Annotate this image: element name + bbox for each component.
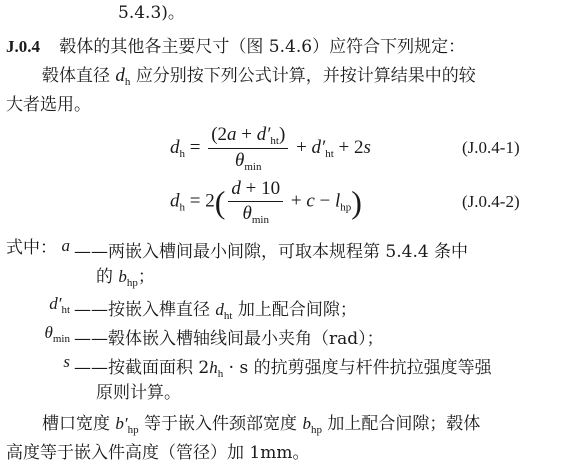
def-s-text: ——按截面面积 $2h_h \cdot s$ 的抗剪强度与杆件抗拉强度等强 [74, 358, 492, 380]
def-key-s: s [63, 352, 70, 371]
def-key-theta-min: $\theta_{min}$ [44, 323, 70, 345]
section-heading: 毂体的其他各主要尺寸（图 5.4.6）应符合下列规定： [59, 37, 466, 57]
where-label: 式中： [6, 238, 57, 258]
closing-line-2: 高度等于嵌入件高度（管径）加 1mm。 [6, 443, 310, 463]
def-a-text: ——两嵌入槽间最小间隙，可取本规程第 5.4.4 条中 [74, 242, 469, 262]
closing-line-1: 槽口宽度 $b'_{hp}$ 等于嵌入件颈部宽度 $b_{hp}$ 加上配合间隙；毂体 [42, 414, 481, 436]
def-d-ht-text: ——按嵌入榫直径 $d_{ht}$ 加上配合间隙； [74, 300, 357, 322]
def-key-d-ht: $d'_{ht}$ [49, 294, 70, 316]
section-heading-line [6, 36, 465, 58]
def-key-a: a [61, 236, 70, 255]
equation-2: $d_h = 2$( $\frac{d + 10}{\theta_{min}}$ + $c - l_{hp}$) [170, 178, 362, 226]
def-theta-text: ——毂体嵌入槽轴线间最小夹角（rad）； [74, 329, 384, 349]
equation-1: $d_h$ = $\frac{(2a + d'_{ht})}{\theta_{min}}$ + $d'_{ht} + 2s$ [170, 124, 371, 173]
equation-2-fraction: $\frac{d + 10}{\theta_{min}}$ [228, 178, 283, 226]
def-s-cont: 原则计算。 [96, 383, 181, 403]
intro-line-1: 毂体直径 $d_h$ 应分别按下列公式计算，并按计算结果中的较 [42, 65, 476, 88]
equation-1-fraction: $\frac{(2a + d'_{ht})}{\theta_{min}}$ [208, 124, 288, 173]
intro-line-2: 大者选用。 [6, 95, 91, 115]
equation-2-number: (J.0.4-2) [462, 192, 520, 211]
symbol-dh: $d_h$ [115, 65, 131, 88]
def-a-cont: 的 $b_{hp}$； [96, 267, 155, 289]
equation-1-number: (J.0.4-1) [462, 138, 520, 157]
section-number: J.0.4 [6, 37, 40, 56]
top-fragment: 5.4.3)。 [118, 3, 185, 23]
